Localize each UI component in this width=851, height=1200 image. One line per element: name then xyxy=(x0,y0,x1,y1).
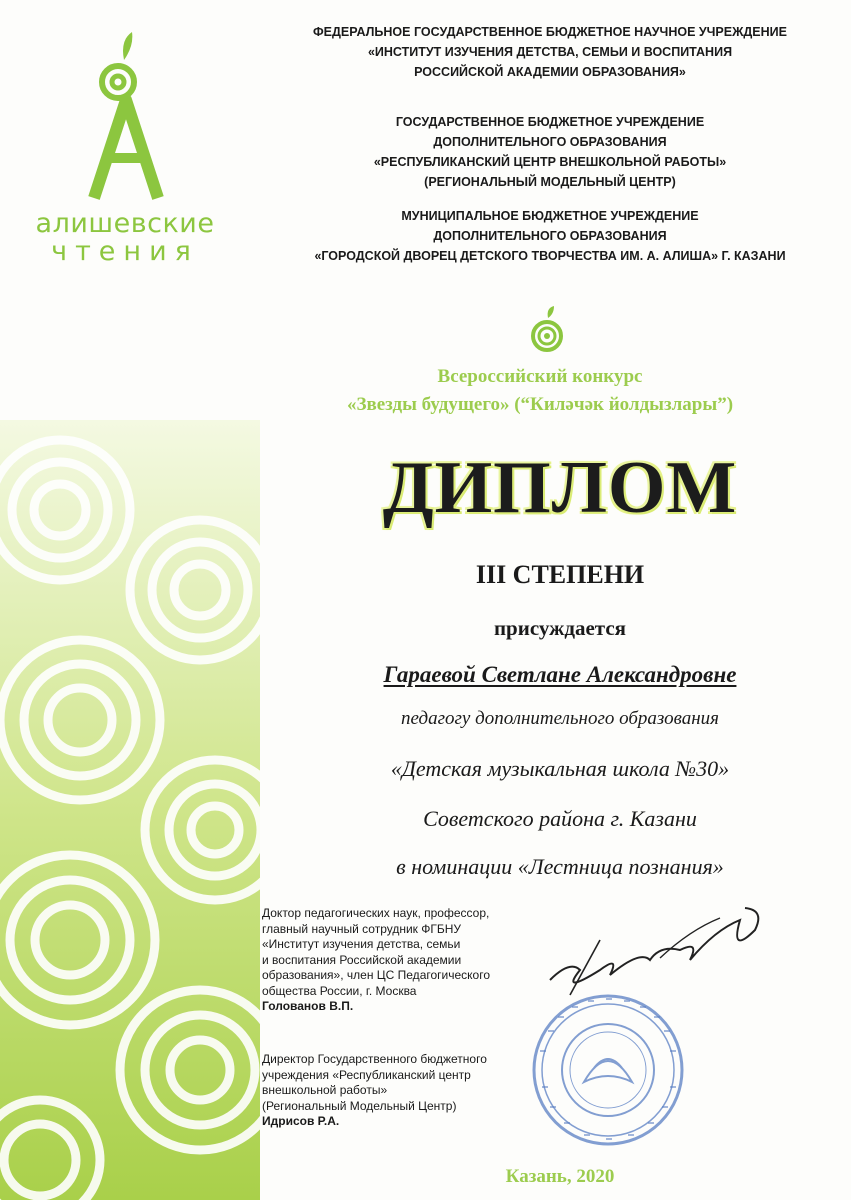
swirl-decoration xyxy=(0,420,260,1200)
organization-2 xyxy=(290,112,810,192)
signer-line: Доктор педагогических наук, профессор, xyxy=(262,906,490,920)
org-line: ДОПОЛНИТЕЛЬНОГО ОБРАЗОВАНИЯ xyxy=(433,229,667,243)
recipient-position: педагогу дополнительного образования xyxy=(401,708,719,729)
recipient-school: «Детская музыкальная школа №30» xyxy=(390,756,730,781)
recipient-district: Советского района г. Казани xyxy=(423,806,697,831)
signer-line: главный научный сотрудник ФГБНУ xyxy=(262,921,462,936)
org-line: РОССИЙСКОЙ АКАДЕМИИ ОБРАЗОВАНИЯ» xyxy=(414,65,686,79)
nomination: в номинации «Лестница познания» xyxy=(396,854,724,879)
org-line: ГОСУДАРСТВЕННОЕ БЮДЖЕТНОЕ УЧРЕЖДЕНИЕ xyxy=(395,115,705,129)
handwritten-signature-icon xyxy=(540,900,770,1010)
signer-line: учреждения «Республиканский центр xyxy=(262,1067,471,1082)
place-and-year: Казань, 2020 xyxy=(505,1166,615,1187)
org-line: ДОПОЛНИТЕЛЬНОГО ОБРАЗОВАНИЯ xyxy=(433,135,667,149)
signer-2 xyxy=(262,1052,542,1130)
signer-line: образования», член ЦС Педагогического xyxy=(262,968,490,982)
org-line: ФЕДЕРАЛЬНОЕ ГОСУДАРСТВЕННОЕ БЮДЖЕТНОЕ НАУЧНОЕ УЧРЕЖДЕНИЕ xyxy=(312,25,787,39)
signer-line: внешкольной работы» xyxy=(262,1083,388,1097)
signer-1 xyxy=(262,906,532,1015)
signer-line: «Институт изучения детства, семьи xyxy=(262,937,461,951)
signer-line: и воспитания Российской академии xyxy=(262,952,462,967)
org-line: «РЕСПУБЛИКАНСКИЙ ЦЕНТР ВНЕШКОЛЬНОЙ РАБОТЫ» xyxy=(373,155,727,169)
logo-text-line2: чтения xyxy=(51,236,199,267)
signer-line: общества России, г. Москва xyxy=(262,983,417,998)
diploma-degree: III СТЕПЕНИ xyxy=(475,560,645,589)
signer-name: Голованов В.П. xyxy=(262,999,354,1013)
organization-1 xyxy=(290,22,810,82)
org-line: «ГОРОДСКОЙ ДВОРЕЦ ДЕТСКОГО ТВОРЧЕСТВА ИМ. А. АЛИША» Г. КАЗАНИ xyxy=(314,249,786,263)
recipient-name-row xyxy=(300,662,820,688)
contest-name: «Звезды будущего» (“Киләчәк йолдызлары”) xyxy=(346,394,734,415)
org-line: (РЕГИОНАЛЬНЫЙ МОДЕЛЬНЫЙ ЦЕНТР) xyxy=(424,175,676,189)
official-stamp-icon xyxy=(528,990,688,1150)
alishevskie-chteniya-logo xyxy=(30,30,220,270)
org-line: МУНИЦИПАЛЬНОЕ БЮДЖЕТНОЕ УЧРЕЖДЕНИЕ xyxy=(401,209,699,223)
recipient-name: Гараевой Светлане Александровне xyxy=(383,662,737,687)
signer-line: Директор Государственного бюджетного xyxy=(262,1052,487,1066)
awarded-label: присуждается xyxy=(493,616,627,640)
diploma-title: ДИПЛОМ xyxy=(382,447,738,529)
logo-letter-a-icon xyxy=(80,30,170,200)
apple-swirl-icon xyxy=(530,306,564,354)
org-line: «ИНСТИТУТ ИЗУЧЕНИЯ ДЕТСТВА, СЕМЬИ И ВОСПИТАНИЯ xyxy=(367,45,733,59)
contest-title: Всероссийский конкурс xyxy=(437,366,643,387)
signer-line: (Региональный Модельный Центр) xyxy=(262,1098,457,1113)
logo-text-line1: алишевские xyxy=(35,208,215,239)
signer-name: Идрисов Р.А. xyxy=(262,1114,340,1128)
organization-3 xyxy=(290,206,810,266)
